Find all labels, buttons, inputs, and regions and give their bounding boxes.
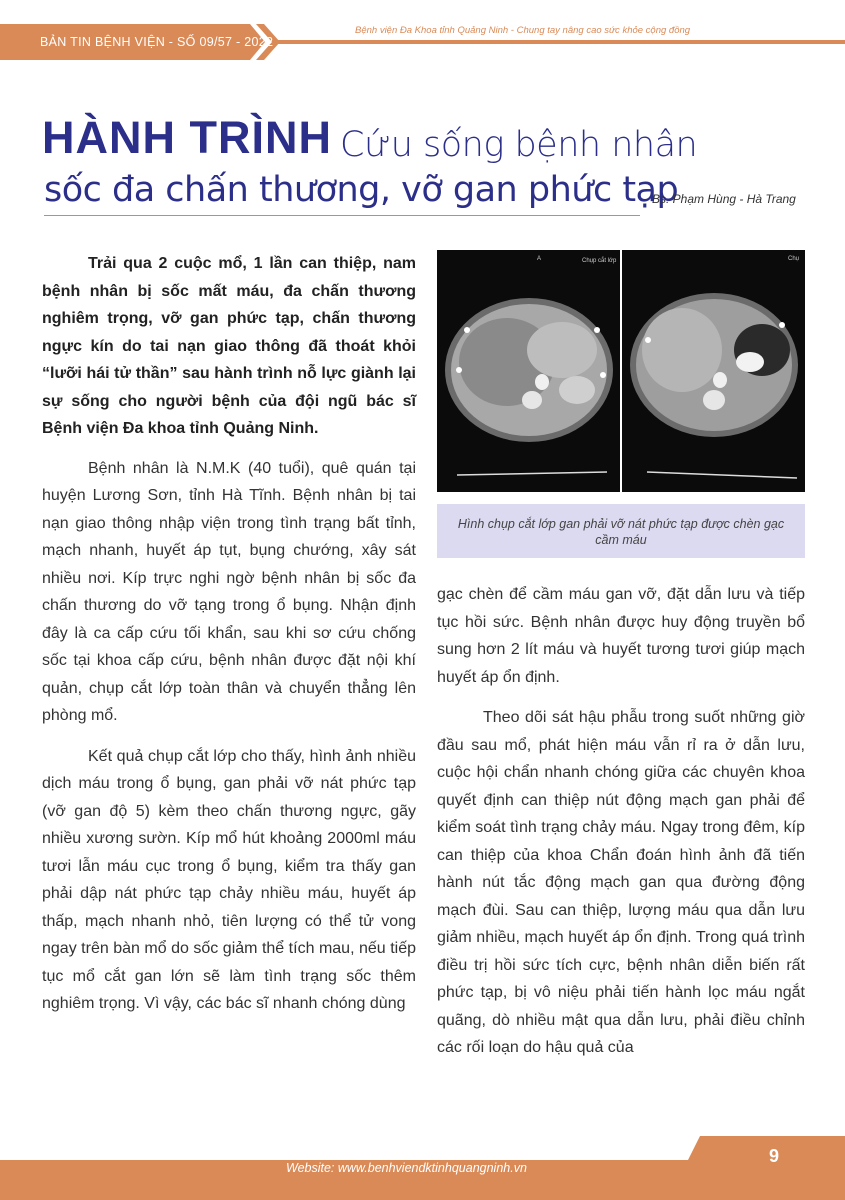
- figure-caption: Hình chụp cắt lớp gan phải vỡ nát phức tạp được chèn gạc cầm máu: [457, 517, 785, 547]
- figure-caption-box: [437, 504, 805, 558]
- ct-scan-image-right: [622, 250, 805, 492]
- page-number-tab: [680, 1136, 845, 1176]
- article-title-bold: HÀNH TRÌNH: [42, 112, 332, 163]
- page-number: 9: [769, 1146, 780, 1166]
- ct-scan-figure: [437, 250, 805, 492]
- scan-label-a: A: [537, 256, 542, 262]
- article-author: Bs. Phạm Hùng - Hà Trang: [652, 192, 796, 206]
- article-title-line-2: sốc đa chấn thương, vỡ gan phức tạp: [44, 170, 679, 210]
- scan-label-a2: Chụp cắt lớp: [582, 258, 617, 264]
- footer-website: Website: www.benhviendktinhquangninh.vn: [286, 1161, 527, 1175]
- right-column: [437, 581, 805, 1075]
- body-paragraph-2: Kết quả chụp cắt lớp cho thấy, hình ảnh nhiều dịch máu trong ổ bụng, gan phải vỡ nát phức tạp (vỡ gan độ 5) kèm theo chấn thương ngực, gãy nhiều xương sườn. Kíp mổ hút khoảng 2000ml máu tươi lẫn máu cục trong ổ bụng, kiểm tra thấy gan phải dập nát phức tạp chảy nhiều máu, huyết áp thấp, mạch nhanh nhỏ, tiên lượng có thể tử vong ngay trên bàn mổ do sốc giảm thể tích mau, nếu tiếp tục mổ cắt gan lớn sẽ làm tình trạng sốc thêm nghiêm trọng. Vì vậy, các bác sĩ nhanh chóng dùng: [42, 747, 416, 1012]
- header-rule: [278, 40, 845, 44]
- ct-scan-image-left: [437, 250, 620, 492]
- left-column: [42, 250, 416, 1031]
- body-paragraph-2-continued: gạc chèn để cầm máu gan vỡ, đặt dẫn lưu và tiếp tục hồi sức. Bệnh nhân được huy động truyền bổ sung hơn 2 lít máu và huyết tương tươi giúp mạch huyết áp ổn định.: [437, 586, 805, 686]
- scan-label-b: Chụ: [788, 256, 800, 262]
- article-title-line-1: Cứu sống bệnh nhân: [340, 125, 698, 165]
- body-paragraph-3: Theo dõi sát hậu phẫu trong suốt những giờ đầu sau mổ, phát hiện máu vẫn rỉ ra ở dẫn lưu, cuộc hội chẩn nhanh chóng giữa các chuyên khoa quyết định can thiệp nút động mạch gan phải để kiểm soát tình trạng chảy máu. Ngay trong đêm, kíp can thiệp của khoa Chẩn đoán hình ảnh đã tiến hành nút tắc động mạch gan qua đường động mạch đùi. Sau can thiệp, lượng máu qua dẫn lưu giảm nhiều, mạch huyết áp ổn định. Trong quá trình điều trị hồi sức tích cực, bệnh nhân diễn biến rất phức tạp, bị vô niệu phải tiến hành lọc máu ngắt quãng, dò nhiều mật qua dẫn lưu, phải điều chỉnh các rối loạn do hậu quả của: [437, 709, 805, 1056]
- issue-label: BẢN TIN BỆNH VIỆN - SỐ 09/57 - 2022: [40, 35, 274, 49]
- title-divider: [44, 215, 640, 216]
- lead-paragraph: Trải qua 2 cuộc mổ, 1 lần can thiệp, nam bệnh nhân bị sốc mất máu, đa chấn thương nghiêm trọng, vỡ gan phức tạp, chấn thương ngực kín do tai nạn giao thông đã thoát khỏi “lưỡi hái tử thần” sau hành trình nỗ lực giành lại sự sống cho người bệnh của đội ngũ bác sĩ Bệnh viện Đa khoa tỉnh Quảng Ninh.: [42, 255, 416, 437]
- body-paragraph-1: Bệnh nhân là N.M.K (40 tuổi), quê quán tại huyện Lương Sơn, tỉnh Hà Tĩnh. Bệnh nhân bị tai nạn giao thông nhập viện trong tình trạng bất tỉnh, mạch nhanh, huyết áp tụt, bụng chướng, xây sát nhiều nơi. Kíp trực nghi ngờ bệnh nhân bị sốc đa chấn thương do vỡ tạng trong ổ bụng. Nhận định đây là ca cấp cứu tối khẩn, sau khi sơ cứu chống sốc tại khoa cấp cứu, bệnh nhân được đặt nội khí quản, chụp cắt lớp toàn thân và chuyển thẳng lên phòng mổ.: [42, 459, 416, 724]
- hospital-slogan: Bệnh viện Đa Khoa tỉnh Quảng Ninh - Chung tay nâng cao sức khỏe cộng đồng: [355, 25, 691, 36]
